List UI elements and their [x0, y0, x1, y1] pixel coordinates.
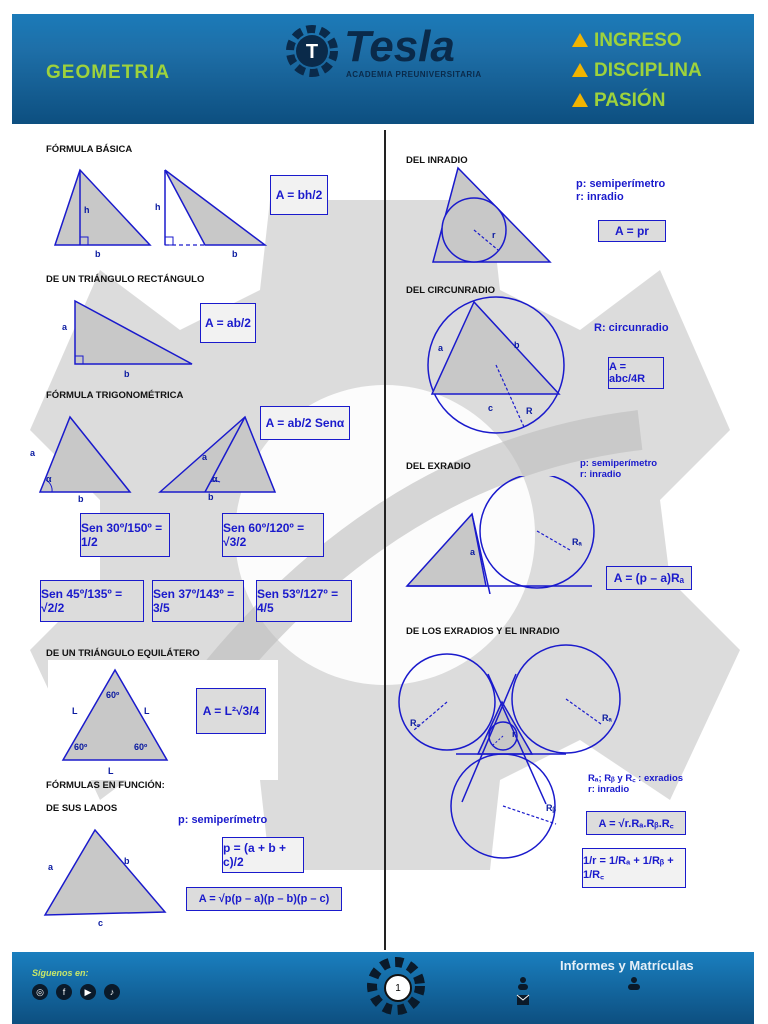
motto-item: INGRESO — [572, 30, 682, 52]
semiperimeter-note: p: semiperímetro — [580, 458, 658, 469]
gear-logo-icon — [282, 20, 342, 82]
formula-right-triangle: A = ab/2 — [200, 303, 256, 343]
scalene-figure — [40, 820, 170, 920]
page-number: 1 — [384, 974, 412, 1002]
motto-item: DISCIPLINA — [572, 60, 702, 82]
formula-circumradius: A = abc/4R — [608, 357, 664, 389]
formula-heron: A = √p(p – a)(p – b)(p – c) — [186, 887, 342, 911]
formula-equilateral: A = L²√3/4 — [196, 688, 266, 734]
label-R: R — [526, 406, 533, 416]
label-b: b — [232, 249, 238, 259]
inradius-note: r: inradio — [576, 191, 624, 203]
section-title: DE UN TRIÁNGULO EQUILÁTERO — [46, 648, 200, 659]
page-header — [12, 0, 754, 124]
label-Ra: Rₐ — [572, 537, 582, 547]
label-a: a — [202, 452, 208, 462]
label-L: L — [144, 706, 150, 716]
section-subtitle: DE SUS LADOS — [46, 803, 118, 814]
label-L: L — [108, 766, 114, 776]
section-title: DEL INRADIO — [406, 155, 468, 166]
youtube-icon[interactable]: ▶ — [80, 984, 96, 1000]
label-h: h — [84, 205, 90, 215]
logo-name: Tesla — [344, 22, 455, 71]
formula-exradius: A = (p – a)Rₐ — [606, 566, 692, 590]
formula-semiperimeter: p = (a + b + c)/2 — [222, 837, 304, 873]
section-title: FÓRMULA TRIGONOMÉTRICA — [46, 390, 184, 401]
formula-inradius: A = pr — [598, 220, 666, 242]
formula-sine-45: Sen 45º/135º = √2/2 — [40, 580, 144, 622]
label-alpha: α — [46, 474, 52, 484]
label-L: L — [72, 706, 78, 716]
label-b: b — [208, 492, 214, 502]
label-Ra: Rₐ — [602, 713, 612, 723]
angle-label: 60º — [74, 742, 88, 752]
angle-label: 60º — [134, 742, 148, 752]
page-footer — [12, 952, 754, 1024]
warning-triangle-icon — [572, 93, 588, 107]
label-a: a — [62, 322, 68, 332]
label-Rb: Rᵦ — [546, 803, 556, 813]
informes-label: Informes y Matrículas — [560, 958, 694, 973]
formula-exradii-inverse: 1/r = 1/Rₐ + 1/Rᵦ + 1/R꜀ — [582, 848, 686, 888]
inradius-note: r: inradio — [580, 469, 622, 480]
exradii-note: Rₐ; Rᵦ y R꜀ : exradios — [588, 773, 684, 784]
label-b: b — [124, 369, 130, 379]
label-b: b — [124, 856, 130, 866]
semiperimeter-note: p: semiperímetro — [178, 814, 268, 826]
label-a: a — [438, 343, 444, 353]
subject-title: GEOMETRIA — [46, 62, 171, 83]
section-title: FÓRMULA BÁSICA — [46, 144, 133, 155]
follow-label: Síguenos en: — [32, 968, 89, 978]
mail-icon — [516, 994, 530, 1006]
formula-exradii-area: A = √r.Rₐ.Rᵦ.R꜀ — [586, 811, 686, 835]
label-c: c — [488, 403, 494, 413]
circumradius-figure — [424, 294, 570, 436]
label-c: c — [98, 918, 104, 928]
section-title: DE UN TRIÁNGULO RECTÁNGULO — [46, 274, 205, 285]
formula-sine-30: Sen 30º/150º = 1/2 — [80, 513, 170, 557]
inradius-figure — [428, 164, 558, 266]
circumradius-note: R: circunradio — [594, 322, 669, 334]
users-icon — [626, 976, 642, 990]
header-top-strip — [12, 0, 754, 14]
label-b: b — [514, 340, 520, 350]
formula-basic: A = bh/2 — [270, 175, 328, 215]
warning-triangle-icon — [572, 33, 588, 47]
exradii-figure — [396, 644, 636, 870]
formula-sine-60: Sen 60º/120º = √3/2 — [222, 513, 324, 557]
label-b: b — [78, 494, 84, 504]
section-title: DEL CIRCUNRADIO — [406, 285, 496, 296]
formula-sine-53: Sen 53º/127º = 4/5 — [256, 580, 352, 622]
warning-triangle-icon — [572, 63, 588, 77]
logo — [282, 20, 502, 90]
label-b: b — [95, 249, 101, 259]
label-alpha: α — [212, 474, 218, 484]
user-icon — [516, 976, 530, 990]
formula-trig: A = ab/2 Senα — [260, 406, 350, 440]
label-h: h — [155, 202, 161, 212]
facebook-icon[interactable]: f — [56, 984, 72, 1000]
logo-subtitle: ACADEMIA PREUNIVERSITARIA — [346, 70, 482, 79]
instagram-icon[interactable]: ◎ — [32, 984, 48, 1000]
label-Rc: R꜀ — [410, 718, 420, 728]
label-a: a — [470, 547, 476, 557]
section-title: FÓRMULAS EN FUNCIÓN: — [46, 780, 165, 791]
section-title: DE LOS EXRADIOS Y EL INRADIO — [406, 626, 560, 637]
exradius-figure — [402, 476, 602, 594]
inradius-note: r: inradio — [588, 784, 630, 795]
semiperimeter-note: p: semiperímetro — [576, 178, 666, 190]
section-title: DEL EXRADIO — [406, 461, 471, 472]
formula-sine-37: Sen 37º/143º = 3/5 — [152, 580, 244, 622]
label-r: r — [492, 230, 496, 240]
angle-label: 60º — [106, 690, 120, 700]
tiktok-icon[interactable]: ♪ — [104, 984, 120, 1000]
right-triangle-figure — [70, 296, 200, 368]
motto-item: PASIÓN — [572, 90, 665, 112]
trig-triangles-figure — [30, 412, 280, 500]
label-r: r — [512, 729, 516, 739]
column-divider — [384, 130, 386, 950]
label-a: a — [30, 448, 36, 458]
svg-text:T: T — [305, 41, 319, 63]
label-a: a — [48, 862, 54, 872]
